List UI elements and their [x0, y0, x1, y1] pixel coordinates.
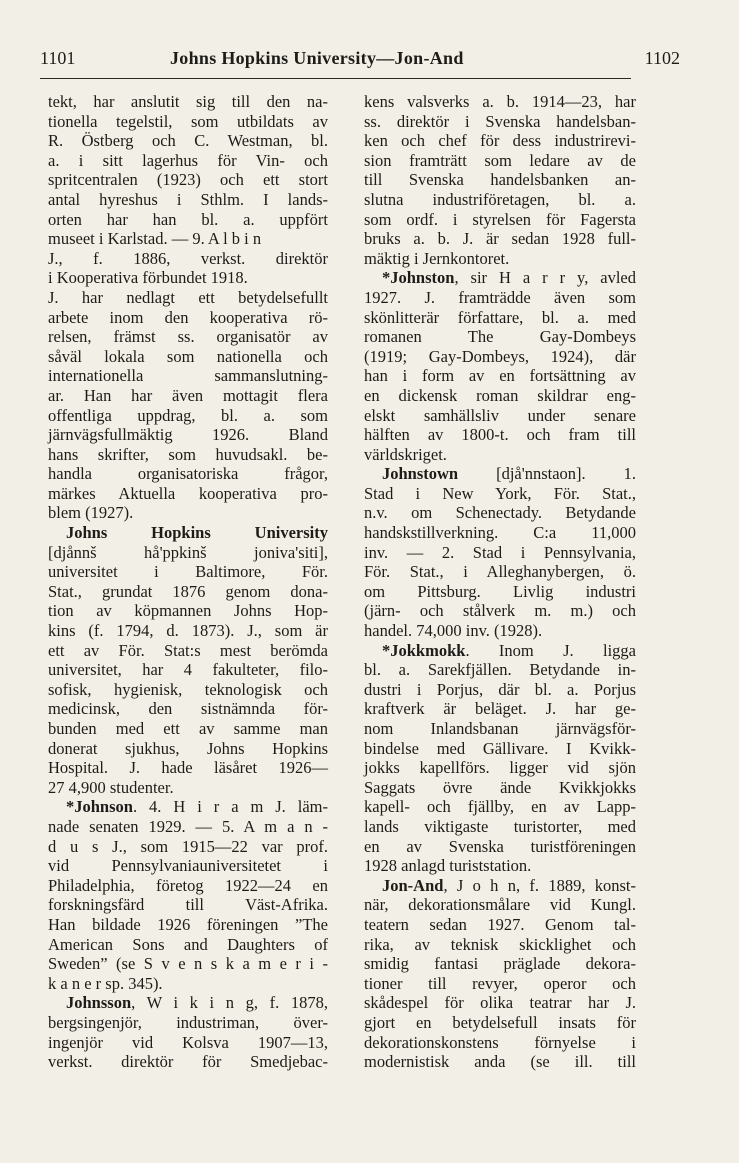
text-line: en av Svenska turistföreningen	[364, 836, 636, 856]
text-line: n.v. om Schenectady. Betydande	[364, 503, 636, 523]
text-line: museet i Karlstad. — 9. A l b i n	[48, 229, 262, 249]
text-line: bergsingenjör, industriman, över-	[48, 1012, 328, 1032]
text-line: tioner till revyer, operor och	[364, 973, 636, 993]
text-line: blem (1927).	[48, 503, 134, 523]
entry-headline: Johns Hopkins University	[66, 523, 328, 543]
text-line: mäktig i Jernkontoret.	[364, 248, 510, 268]
text-line: Sweden” (se S v e n s k a m e r i -	[48, 954, 328, 974]
text-line: verkst. direktör för Smedjebac-	[48, 1052, 328, 1072]
entry-headline: *Jokkmokk. Inom J. ligga	[382, 640, 636, 660]
text-line: om Pittsburg. Livlig industri	[364, 581, 636, 601]
text-line: ingenjör vid Kolsva 1907—13,	[48, 1032, 328, 1052]
text-line: gjort en betydelsefull insats för	[364, 1012, 636, 1032]
text-line: donerat sjukhus, Johns Hopkins	[48, 738, 328, 758]
text-line: 27 4,900 studenter.	[48, 777, 174, 797]
entry-headline: Jon-And, J o h n, f. 1889, konst-	[382, 875, 636, 895]
text-line: hans skrifter, som huvudsakl. be-	[48, 444, 328, 464]
text-line: dustri i Porjus, där bl. a. Porjus	[364, 679, 636, 699]
text-line: elskt samhällsliv under senare	[364, 405, 636, 425]
text-line: vid Pennsylvaniauniversitetet i	[48, 856, 328, 876]
text-line: rika, av teknisk skicklighet och	[364, 934, 636, 954]
text-line: bl. a. Sarekfjällen. Betydande in-	[364, 660, 636, 680]
text-line: (järn- och stålverk m. m.) och	[364, 601, 636, 621]
text-line: Han bildade 1926 föreningen ”The	[48, 914, 328, 934]
text-line: teatern sedan 1927. Genom tal-	[364, 914, 636, 934]
text-line: offentliga uppdrag, bl. a. som	[48, 405, 328, 425]
text-line: tekt, har anslutit sig till den na-	[48, 92, 328, 111]
text-line: arbete inom den kooperativa rö-	[48, 307, 328, 327]
page-number-right: 1102	[644, 48, 680, 68]
text-line: k a n e r sp. 345).	[48, 973, 163, 993]
text-line: handel. 74,000 inv. (1928).	[364, 621, 543, 641]
text-line: antal hyreshus i Sthlm. I lands-	[48, 189, 328, 209]
entry-headline: Johnstown [djå'nnstaon]. 1.	[382, 464, 636, 484]
text-line: nade senaten 1929. — 5. A m a n -	[48, 816, 328, 836]
text-line: J., f. 1886, verkst. direktör	[48, 248, 328, 268]
text-line: forskningsfärd till Väst-Afrika.	[48, 895, 328, 915]
text-line: märkes Aktuella kooperativa pro-	[48, 483, 328, 503]
text-line: Philadelphia, företog 1922—24 en	[48, 875, 328, 895]
entry-headline: *Johnson. 4. H i r a m J. läm-	[66, 797, 328, 817]
text-line: (1919; Gay-Dombeys, 1924), där	[364, 346, 636, 366]
entry-headline: Johnsson, W i k i n g, f. 1878,	[66, 993, 328, 1013]
left-column	[48, 92, 328, 1072]
text-line: när, dekorationsmålare vid Kungl.	[364, 895, 636, 915]
text-line: skönlitterär författare, bl. a. med	[364, 307, 636, 327]
text-line: världskriget.	[364, 444, 447, 464]
text-line: smidig fantasi präglade dekora-	[364, 954, 636, 974]
text-line: såväl lokala som nationella och	[48, 346, 328, 366]
text-line: Stat., grundat 1876 genom dona-	[48, 581, 328, 601]
text-line: skådespel för olika teatrar har J.	[364, 993, 636, 1013]
text-line: d u s J., som 1915—22 var prof.	[48, 836, 328, 856]
right-column	[364, 92, 636, 1072]
text-line: en dickensk roman skildrar eng-	[364, 385, 636, 405]
text-line: sofisk, hygienisk, teknologisk och	[48, 679, 328, 699]
text-line: American Sons and Daughters of	[48, 934, 328, 954]
text-line: han i form av en fortsättning av	[364, 366, 636, 386]
text-line: ar. Han har även mottagit flera	[48, 385, 328, 405]
text-line: ett av För. Stat:s mest berömda	[48, 640, 328, 660]
text-line: inv. — 2. Stad i Pennsylvania,	[364, 542, 636, 562]
text-line: bindelse med Gällivare. I Kvikk-	[364, 738, 636, 758]
text-line: För. Stat., i Alleghanybergen, ö.	[364, 562, 636, 582]
text-line: ken och chef för dess industrirevi-	[364, 131, 636, 151]
running-header	[40, 48, 680, 74]
text-line: universitet, har 4 fakulteter, filo-	[48, 660, 328, 680]
text-line: till Svenska handelsbanken an-	[364, 170, 636, 190]
text-line: J. har nedlagt ett betydelsefullt	[48, 287, 328, 307]
page-number-left: 1101	[40, 48, 76, 68]
text-line: 1928 anlagd turiststation.	[364, 856, 532, 876]
text-line: kapell- och fjällby, en av Lapp-	[364, 797, 636, 817]
text-line: Stad i New York, För. Stat.,	[364, 483, 636, 503]
text-line: 1927. J. framträdde även som	[364, 287, 636, 307]
text-line: a. i sitt lagerhus för Vin- och	[48, 150, 328, 170]
text-line: medicinsk, den sistnämnda för-	[48, 699, 328, 719]
text-line: bruks a. b. J. är sedan 1928 full-	[364, 229, 636, 249]
text-line: [djånnš hå'ppkinš joniva'siti],	[48, 542, 328, 562]
text-line: som ordf. i styrelsen för Fagersta	[364, 209, 636, 229]
text-line: hälften av 1800-t. och fram till	[364, 425, 636, 445]
text-line: lands viktigaste turistorter, med	[364, 816, 636, 836]
text-line: jokks kapellförs. ligger vid sjön	[364, 758, 636, 778]
text-line: dekorationskonstens förnyelse i	[364, 1032, 636, 1052]
text-line: Hospital. J. hade läsåret 1926—	[48, 758, 328, 778]
running-title: Johns Hopkins University—Jon-And	[170, 48, 464, 68]
text-line: spritcentralen (1923) och ett stort	[48, 170, 328, 190]
text-line: kins (f. 1794, d. 1873). J., som är	[48, 621, 328, 641]
text-line: slutna industriföretagen, bl. a.	[364, 189, 636, 209]
text-line: R. Östberg och C. Westman, bl.	[48, 131, 328, 151]
text-line: relsen, främst ss. organisatör av	[48, 327, 328, 347]
text-line: modernistisk anda (se ill. till	[364, 1052, 636, 1072]
text-line: handla organisatoriska frågor,	[48, 464, 328, 484]
text-line: universitet i Baltimore, För.	[48, 562, 328, 582]
text-line: tion av köpmannen Johns Hop-	[48, 601, 328, 621]
text-line: kraftverk är beläget. J. har ge-	[364, 699, 636, 719]
text-line: romanen The Gay-Dombeys	[364, 327, 636, 347]
text-line: orten har han bl. a. uppfört	[48, 209, 328, 229]
text-line: tionella tegelstil, som utbildats av	[48, 111, 328, 131]
text-line: internationella sammanslutning-	[48, 366, 328, 386]
entry-headline: *Johnston, sir H a r r y, avled	[382, 268, 636, 288]
header-rule	[40, 78, 631, 79]
text-line: kens valsverks a. b. 1914—23, har	[364, 92, 636, 111]
text-line: nom Inlandsbanan järnvägsför-	[364, 719, 636, 738]
text-line: sion framträtt som ledare av de	[364, 150, 636, 170]
text-line: bunden med ett av samme man	[48, 719, 328, 738]
text-line: järnvägsfullmäktig 1926. Bland	[48, 425, 328, 445]
text-line: handskstillverkning. C:a 11,000	[364, 523, 636, 543]
text-line: ss. direktör i Svenska handelsban-	[364, 111, 636, 131]
text-line: Saggats övre ände Kvikkjokks	[364, 777, 636, 797]
text-line: i Kooperativa förbundet 1918.	[48, 268, 248, 288]
